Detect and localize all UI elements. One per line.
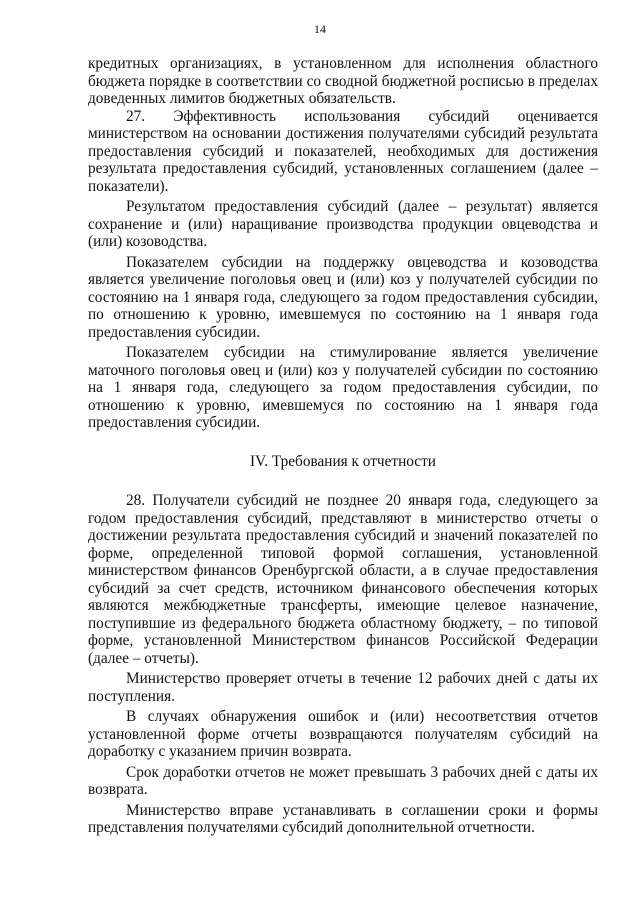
section-heading: IV. Требования к отчетности: [250, 452, 436, 470]
paragraph-additional-reporting: Министерство вправе устанавливать в соглашении сроки и формы представления получателями субсидий дополнительной отчетности.: [88, 801, 598, 836]
document-body: [88, 55, 598, 837]
paragraph-result: Результатом предоставления субсидий (далее – результат) является сохранение и (или) наращивание производства продукции овцеводства и (или) козоводства.: [88, 198, 598, 250]
paragraph-indicator-support: Показателем субсидии на поддержку овцеводства и козоводства является увеличение поголовья овец и (или) коз у получателей субсидии по состоянию на 1 января года, следующего за годом предоставления субсидии, по отношению к уровню, имевшемуся по состоянию на 1 января года предоставления субсидии.: [88, 253, 598, 341]
paragraph-revision-term: Срок доработки отчетов не может превышать 3 рабочих дней с даты их возврата.: [88, 763, 598, 798]
paragraph-27: 27. Эффективность использования субсидий оценивается министерством на основании достижения получателями субсидий результата предоставления субсидий и показателей, необходимых для достижения результата предоставления субсидий, установленных соглашением (далее – показатели).: [88, 107, 598, 195]
page-number: 14: [314, 22, 326, 36]
paragraph-errors: В случаях обнаружения ошибок и (или) несоответствия отчетов установленной форме отчеты возвращаются получателям субсидий на доработку с указанием причин возврата.: [88, 708, 598, 760]
paragraph-indicator-stimulation: Показателем субсидии на стимулирование является увеличение маточного поголовья овец и (или) коз у получателей субсидии по состоянию на 1 января года, следующего за годом предоставления субсидии, по отношению к уровню, имевшемуся по состоянию на 1 января года предоставления субсидии.: [88, 344, 598, 431]
paragraph-28: 28. Получатели субсидий не позднее 20 января года, следующего за годом предоставления субсидий, представляют в министерство отчеты о достижении результата предоставления субсидий и значений показателей по форме, определенной типовой формой соглашения, установленной министерством финансов Оренбургской области, а в случае предоставления субсидий за счет средств, источником финансового обеспечения которых являются межбюджетные трансферты, имеющие целевое назначение, поступившие из федерального бюджета областному бюджету, – по типовой форме, установленной Министерством финансов Российской Федерации (далее – отчеты).: [88, 492, 598, 667]
paragraph-continuation: кредитных организациях, в установленном для исполнения областного бюджета порядке в соответствии со сводной бюджетной росписью в пределах доведенных лимитов бюджетных обязательств.: [88, 55, 598, 107]
paragraph-review-period: Министерство проверяет отчеты в течение 12 рабочих дней с даты их поступления.: [88, 670, 598, 705]
